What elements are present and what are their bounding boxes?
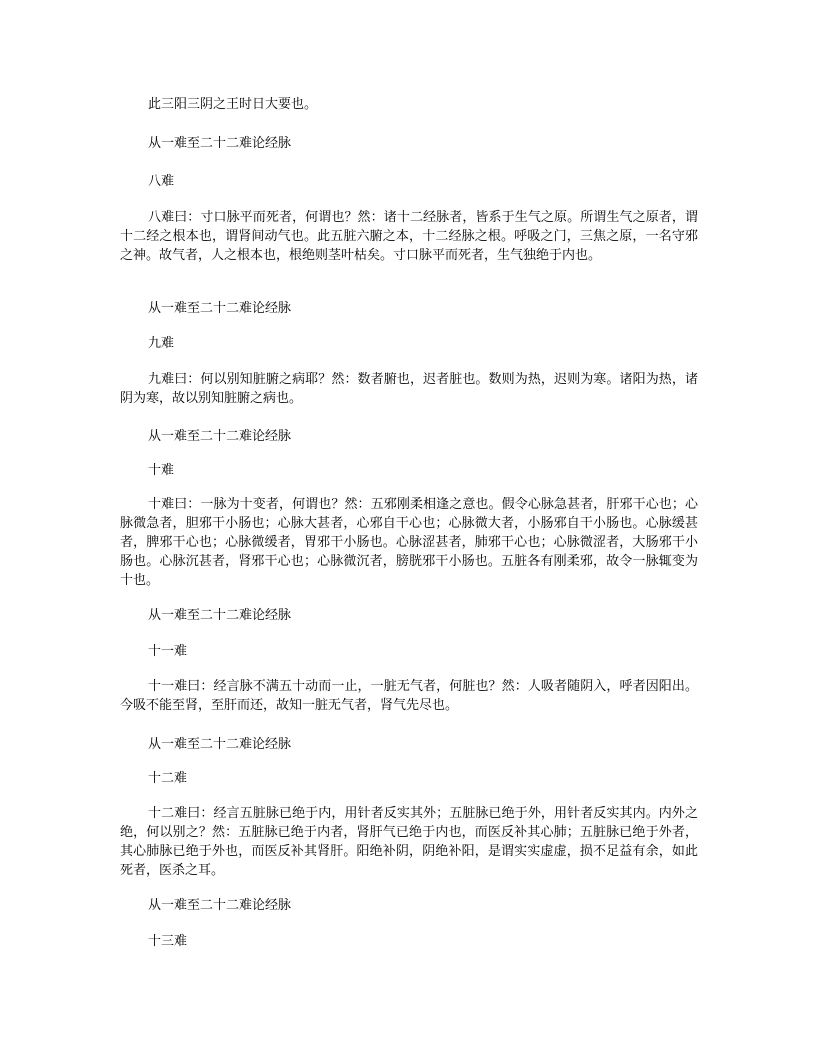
chapter-heading: 十一难	[148, 644, 188, 659]
section-heading: 从一难至二十二难论经脉	[148, 136, 292, 151]
chapter-heading: 十三难	[148, 934, 188, 949]
chapter-heading: 十二难	[148, 771, 188, 786]
chapter-heading: 十难	[148, 463, 175, 478]
section-heading: 从一难至二十二难论经脉	[148, 737, 292, 752]
section-heading: 从一难至二十二难论经脉	[148, 301, 292, 316]
section-heading: 从一难至二十二难论经脉	[148, 429, 292, 444]
section-heading: 从一难至二十二难论经脉	[148, 898, 292, 913]
paragraph: 十二难曰：经言五脏脉已绝于内，用针者反实其外；五脏脉已绝于外，用针者反实其内。内外之绝，何以别之？然：五脏脉已绝于内者，肾肝气已绝于内也，而医反补其心肺；五脏脉已绝于外者，其心肺脉已绝于外也，而医反补其肾肝。阳绝补阴，阴绝补阳，是谓实实虚虚，损不足益有余，如此死者，医杀之耳。	[120, 806, 698, 878]
chapter-heading: 八难	[148, 174, 175, 189]
paragraph: 十难曰：一脉为十变者，何谓也？然：五邪刚柔相逢之意也。假令心脉急甚者，肝邪干心也；心脉微急者，胆邪干小肠也；心脉大甚者，心邪自干心也；心脉微大者，小肠邪自干小肠也。心脉缓甚者，脾邪干心也；心脉微缓者，胃邪干小肠也。心脉涩甚者，肺邪干心也；心脉微涩者，大肠邪干小肠也。心脉沉甚者，肾邪干心也；心脉微沉者，膀胱邪干小肠也。五脏各有刚柔邪，故令一脉辄变为十也。	[120, 497, 698, 588]
paragraph: 九难曰：何以别知脏腑之病耶？然：数者腑也，迟者脏也。数则为热，迟则为寒。诸阳为热，诸阴为寒，故以别知脏腑之病也。	[120, 372, 698, 406]
section-heading: 从一难至二十二难论经脉	[148, 608, 292, 623]
paragraph: 十一难曰：经言脉不满五十动而一止，一脏无气者，何脏也？然：人吸者随阴入，呼者因阳出。今吸不能至肾，至肝而还，故知一脏无气者，肾气先尽也。	[120, 679, 698, 713]
paragraph: 八难曰：寸口脉平而死者，何谓也？然：诸十二经脉者，皆系于生气之原。所谓生气之原者，谓十二经之根本也，谓肾间动气也。此五脏六腑之本，十二经脉之根。呼吸之门，三焦之原，一名守邪之神。故气者，人之根本也，根绝则茎叶枯矣。寸口脉平而死者，生气独绝于内也。	[120, 210, 698, 263]
text-line: 此三阳三阴之王时日大要也。	[148, 97, 318, 112]
chapter-heading: 九难	[148, 336, 175, 351]
